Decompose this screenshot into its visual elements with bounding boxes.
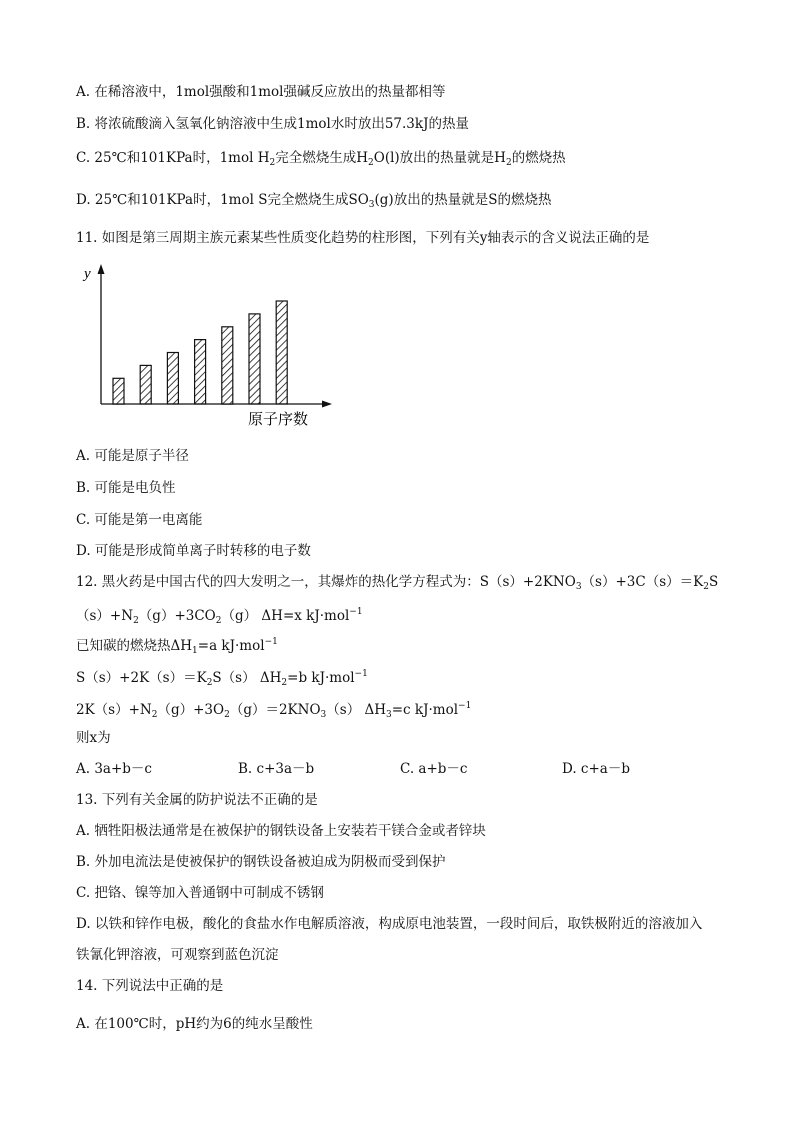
q12-option-c: C. a+b－c: [400, 761, 468, 777]
x-axis-arrow: [322, 401, 332, 408]
q10-option-a: A. 在稀溶液中，1mol强酸和1mol强碱反应放出的热量都相等: [76, 84, 446, 100]
y-axis-label: y: [84, 266, 91, 282]
q13-option-d-line1: D. 以铁和锌作电极，酸化的食盐水作电解质溶液，构成原电池装置，一段时间后，取铁极附近的溶液加入: [76, 916, 703, 932]
bar-3: [167, 353, 178, 405]
q14-stem: 14. 下列说法中正确的是: [76, 978, 224, 994]
bar-chart: [78, 258, 338, 433]
bar-6: [249, 314, 260, 404]
q14-option-a: A. 在100℃时，pH约为6的纯水呈酸性: [76, 1016, 313, 1032]
x-axis-label: 原子序数: [248, 410, 309, 428]
q11-stem: 11. 如图是第三周期主族元素某些性质变化趋势的柱形图，下列有关y轴表示的含义说法正确的是: [76, 230, 650, 246]
bar-7: [276, 301, 287, 404]
y-axis-arrow: [98, 264, 105, 274]
q13-option-a: A. 牺牲阳极法通常是在被保护的钢铁设备上安装若干镁合金或者锌块: [76, 823, 486, 839]
bar-2: [140, 365, 151, 404]
q11-option-b: B. 可能是电负性: [76, 480, 176, 496]
q12-stem-line2: $(s)+N_2(g)+3CO_2(g)$ ΔH=x kJ·mol$^{-1}$: [76, 607, 363, 626]
q13-option-d-line2: 铁氰化钾溶液，可观察到蓝色沉淀: [76, 947, 279, 963]
q12-ask: 则x为: [76, 730, 111, 746]
q12-given-3: $2K(s)+N_2(g)+3O_2(g)=2KNO_3(s)$ $\Delta H_3=c$ kJ·mol$^{-1}$: [76, 701, 472, 720]
q12-options: [76, 759, 152, 779]
q12-given-2: $S(s)+2K(s)=K_2S(s)$ $\Delta H_2=b$ kJ·mol$^{-1}$: [76, 669, 368, 688]
q13-option-b: B. 外加电流法是使被保护的钢铁设备被迫成为阴极而受到保护: [76, 854, 446, 870]
q13-option-c: C. 把铬、镍等加入普通钢中可制成不锈钢: [76, 885, 324, 901]
q12-given-1: 已知碳的燃烧热$\Delta H_1=a$ kJ·mol$^{-1}$: [76, 637, 278, 656]
q12-stem-line1: 12. 黑火药是中国古代的四大发明之一，其爆炸的热化学方程式为：$S(s)+2KNO_3(s)+3C(s)=K_2S$: [76, 574, 719, 592]
q11-option-a: A. 可能是原子半径: [76, 448, 189, 464]
q10-option-d: D. 25℃和101KPa时，1mol S完全燃烧生成$SO_3(g)$放出的热量就是S的燃烧热: [76, 192, 552, 210]
q10-option-c: C. 25℃和101KPa时，1mol $H_2$完全燃烧生成$H_2O(l)$放出的热量就是$H_2$的燃烧热: [76, 150, 566, 168]
bar-4: [195, 340, 206, 404]
q13-stem: 13. 下列有关金属的防护说法不正确的是: [76, 792, 318, 808]
q12-option-b: B. c+3a－b: [238, 761, 315, 777]
q10-option-b: B. 将浓硫酸滴入氢氧化钠溶液中生成1mol水时放出57.3kJ的热量: [76, 116, 469, 132]
q11-option-c: C. 可能是第一电离能: [76, 512, 203, 528]
q12-option-a: A. 3a+b－c: [76, 761, 152, 777]
q11-option-d: D. 可能是形成简单离子时转移的电子数: [76, 543, 311, 559]
q12-option-d: D. c+a－b: [562, 761, 630, 777]
bar-5: [222, 327, 233, 404]
bar-1: [113, 378, 124, 404]
